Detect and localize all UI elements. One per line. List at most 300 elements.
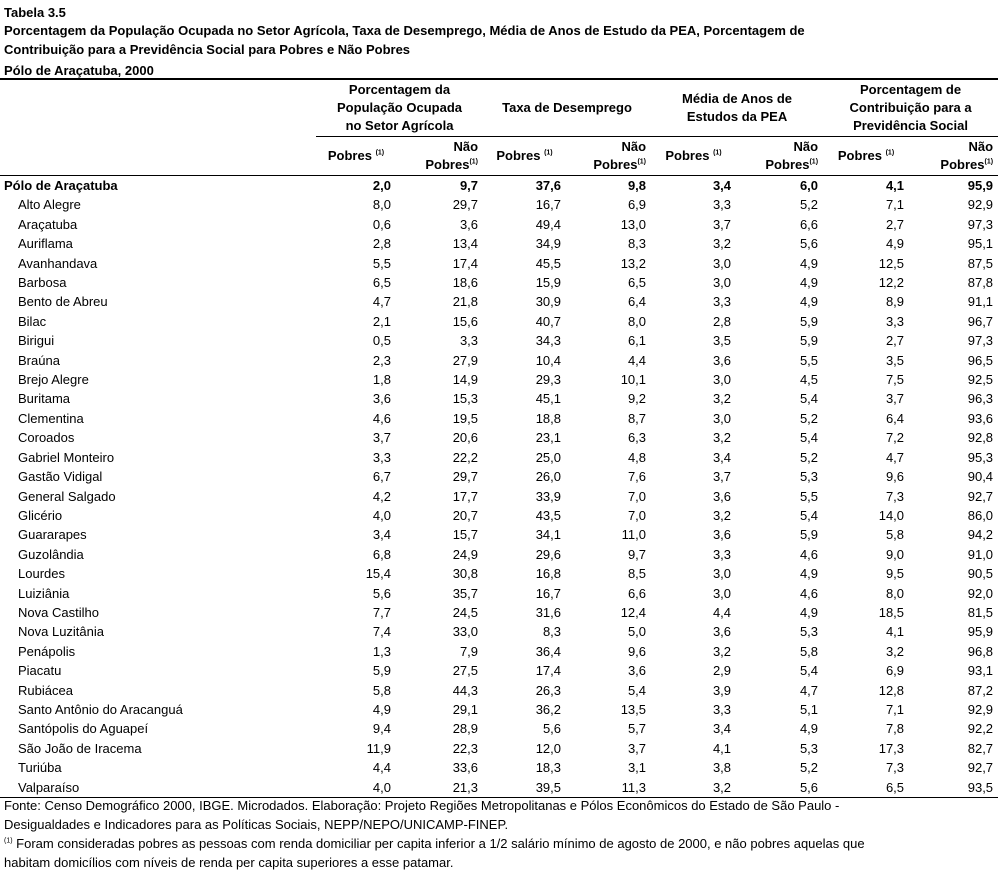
table-row (0, 758, 998, 777)
table-cell: 3,7 (885, 391, 905, 407)
table-cell: 4,7 (885, 449, 905, 465)
table-cell: 5,2 (799, 760, 819, 776)
table-cell: 3,7 (712, 216, 732, 232)
group-header-line: Contribuição para a (849, 100, 972, 115)
table-cell: 12,4 (620, 604, 647, 620)
table-cell: 4,9 (799, 566, 819, 582)
table-cell: 2,0 (372, 178, 391, 193)
footnote-line-2: habitam domicílios com níveis de renda per capita superiores a esse patamar. (4, 855, 454, 870)
table-cell: 9,5 (885, 566, 905, 582)
table-cell: 16,7 (535, 585, 562, 601)
table-cell: 6,7 (372, 469, 391, 485)
table-cell: 4,9 (799, 275, 819, 291)
table-cell: 92,7 (967, 760, 994, 776)
group-header-line: Média de Anos de (682, 91, 793, 106)
table-cell: 4,5 (799, 372, 819, 388)
table-cell: 81,5 (967, 604, 994, 620)
table-cell: 10,1 (620, 372, 647, 388)
note-mark: (1) (637, 158, 647, 166)
table-cell: 2,3 (372, 352, 391, 368)
sub-header-nao-pobres (396, 137, 483, 176)
table-cell: 18,3 (535, 760, 562, 776)
table-cell: 17,4 (535, 663, 562, 679)
table-cell: 2,1 (372, 313, 391, 329)
row-name: Pólo de Araçatuba (4, 178, 118, 193)
table-cell: 4,1 (885, 178, 905, 193)
table-cell: 93,1 (967, 663, 994, 679)
table-cell: 1,3 (372, 643, 391, 659)
row-name: Glicério (18, 507, 63, 523)
table-cell: 8,3 (542, 624, 562, 640)
table-cell: 3,8 (712, 760, 732, 776)
table-cell: 3,3 (712, 197, 732, 213)
table-cell: 6,4 (885, 410, 905, 426)
table-cell: 2,7 (885, 216, 905, 232)
row-name: Bento de Abreu (18, 294, 108, 310)
table-cell: 3,0 (712, 410, 732, 426)
table-cell: 3,3 (459, 333, 479, 349)
table-cell: 5,2 (799, 410, 819, 426)
table-cell: 5,2 (799, 197, 819, 213)
group-header-line: Taxa de Desemprego (502, 100, 632, 115)
table-cell: 6,8 (372, 546, 391, 562)
table-label: Tabela 3.5 (4, 5, 66, 20)
table-cell: 96,7 (967, 313, 994, 329)
table-cell: 9,8 (627, 178, 647, 193)
note-mark: (1) (713, 149, 722, 157)
table-cell: 4,1 (885, 624, 905, 640)
table-cell: 3,4 (712, 178, 732, 193)
table-cell: 87,8 (967, 275, 994, 291)
table-cell: 26,3 (535, 682, 562, 698)
table-cell: 17,4 (452, 255, 479, 271)
note-mark: (1) (809, 158, 819, 166)
table-cell: 6,5 (627, 275, 647, 291)
table-cell: 24,5 (452, 604, 479, 620)
table-cell: 5,9 (799, 313, 819, 329)
sub-header-label: Não (621, 139, 647, 154)
table-cell: 3,4 (372, 527, 391, 543)
table-row (0, 506, 998, 525)
table-row (0, 273, 998, 292)
row-name: Santópolis do Aguapeí (18, 721, 149, 737)
table-cell: 43,5 (535, 507, 562, 523)
table-cell: 4,6 (372, 410, 391, 426)
row-name: Nova Luzitânia (18, 624, 104, 640)
sub-header-pobres (483, 137, 566, 176)
row-name: Nova Castilho (18, 604, 99, 620)
table-cell: 7,3 (885, 760, 905, 776)
note-mark: (1) (885, 149, 895, 157)
table-cell: 3,3 (712, 701, 732, 717)
table-row (0, 487, 998, 506)
table-cell: 16,8 (535, 566, 562, 582)
table-cell: 0,5 (372, 333, 391, 349)
sub-header-label: Pobres (327, 148, 372, 163)
table-cell: 3,6 (372, 391, 391, 407)
row-name: Rubiácea (18, 682, 73, 698)
footnote-mark: (1) (4, 837, 13, 845)
row-name: Birigui (18, 333, 55, 349)
table-cell: 11,3 (566, 778, 651, 798)
table-cell: 8,7 (627, 410, 647, 426)
group-header-previdencia (823, 79, 998, 137)
table-cell: 4,2 (372, 488, 391, 504)
table-cell: 30,8 (452, 566, 479, 582)
data-table (0, 78, 998, 798)
table-cell: 4,0 (316, 778, 396, 798)
table-cell: 92,9 (967, 701, 994, 717)
table-cell: 33,6 (452, 760, 479, 776)
table-cell: 13,2 (620, 255, 647, 271)
table-row-total (0, 176, 998, 196)
table-cell: 22,2 (452, 449, 479, 465)
table-cell: 25,0 (535, 449, 562, 465)
sub-header-pobres (316, 137, 396, 176)
table-cell: 6,1 (627, 333, 647, 349)
table-cell: 30,9 (535, 294, 562, 310)
sub-header-label: Pobres (665, 148, 710, 163)
table-cell: 36,2 (535, 701, 562, 717)
table-row (0, 331, 998, 350)
table-row (0, 681, 998, 700)
table-cell: 19,5 (452, 410, 479, 426)
table-cell: 3,5 (712, 333, 732, 349)
table-cell: 3,7 (372, 430, 391, 446)
table-cell: 3,4 (712, 449, 732, 465)
table-cell: 7,0 (627, 488, 647, 504)
table-cell: 5,3 (799, 740, 819, 756)
table-cell: 44,3 (452, 682, 479, 698)
table-cell: 22,3 (452, 740, 479, 756)
table-row (0, 312, 998, 331)
table-cell: 3,0 (712, 372, 732, 388)
table-row (0, 584, 998, 603)
sub-header-label: Pobres (496, 148, 541, 163)
table-cell: 20,7 (452, 507, 479, 523)
table-cell: 3,6 (712, 527, 732, 543)
table-cell: 33,9 (535, 488, 562, 504)
table-cell: 27,5 (452, 663, 479, 679)
row-name: Guararapes (18, 527, 87, 543)
table-cell: 4,9 (799, 255, 819, 271)
table-cell: 2,8 (712, 313, 732, 329)
row-name: Clementina (18, 410, 84, 426)
table-cell: 6,9 (885, 663, 905, 679)
table-row (0, 448, 998, 467)
table-cell: 10,4 (535, 352, 562, 368)
table-cell: 4,7 (799, 682, 819, 698)
table-cell: 18,5 (878, 604, 905, 620)
table-row (0, 525, 998, 544)
row-name: Buritama (18, 391, 71, 407)
table-cell: 3,6 (712, 352, 732, 368)
table-cell: 4,9 (885, 236, 905, 252)
table-cell: 24,9 (452, 546, 479, 562)
table-cell: 35,7 (452, 585, 479, 601)
table-cell: 15,3 (452, 391, 479, 407)
table-cell: 29,6 (535, 546, 562, 562)
table-cell: 15,9 (535, 275, 562, 291)
table-cell: 45,1 (535, 391, 562, 407)
table-cell: 27,9 (452, 352, 479, 368)
row-name: Valparaíso (0, 778, 316, 798)
table-cell: 15,4 (365, 566, 391, 582)
table-title-line-1: Porcentagem da População Ocupada no Setor Agrícola, Taxa de Desemprego, Média de Anos de Estudo da PEA, Porcentagem de (4, 23, 805, 38)
table-cell: 91,0 (967, 546, 994, 562)
table-cell: 9,4 (372, 721, 391, 737)
table-cell: 5,6 (372, 585, 391, 601)
table-cell: 7,7 (372, 604, 391, 620)
table-subtitle: Pólo de Araçatuba, 2000 (4, 63, 154, 78)
row-name: Barbosa (18, 275, 67, 291)
table-cell: 6,5 (372, 275, 391, 291)
table-cell: 5,3 (799, 469, 819, 485)
table-cell: 5,5 (799, 352, 819, 368)
table-cell: 97,3 (967, 216, 994, 232)
table-cell: 3,3 (712, 294, 732, 310)
table-cell: 87,5 (967, 255, 994, 271)
table-cell: 6,6 (799, 216, 819, 232)
row-name: Guzolândia (18, 546, 84, 562)
table-cell: 3,1 (627, 760, 647, 776)
table-cell: 4,9 (799, 294, 819, 310)
row-name: Gabriel Monteiro (18, 449, 115, 465)
table-row (0, 292, 998, 311)
table-cell: 9,6 (627, 643, 647, 659)
table-cell: 14,0 (878, 507, 905, 523)
table-cell: 2,7 (885, 333, 905, 349)
table-cell: 6,0 (799, 178, 819, 193)
table-cell: 16,7 (535, 197, 562, 213)
header-blank (0, 79, 316, 137)
table-row (0, 642, 998, 661)
table-cell: 4,6 (799, 546, 819, 562)
header-blank (0, 137, 316, 176)
table-cell: 95,3 (967, 449, 994, 465)
table-cell: 4,9 (799, 721, 819, 737)
table-cell: 9,7 (627, 546, 647, 562)
table-cell: 3,3 (885, 313, 905, 329)
table-cell: 97,3 (967, 333, 994, 349)
sub-header-label: Pobres (765, 157, 810, 172)
table-row (0, 254, 998, 273)
table-cell: 7,5 (885, 372, 905, 388)
table-row (0, 351, 998, 370)
table-cell: 4,4 (712, 604, 732, 620)
sub-header-label: Não (793, 139, 819, 154)
row-name: Gastão Vidigal (18, 469, 103, 485)
table-row (0, 467, 998, 486)
table-cell: 12,2 (878, 275, 905, 291)
table-cell: 5,5 (799, 488, 819, 504)
table-cell: 8,9 (885, 294, 905, 310)
note-mark: (1) (375, 149, 385, 157)
table-cell: 45,5 (535, 255, 562, 271)
table-cell: 6,6 (627, 585, 647, 601)
table-cell: 96,8 (967, 643, 994, 659)
sub-header-label: Não (968, 139, 994, 154)
table-cell: 5,6 (542, 721, 562, 737)
table-cell: 4,0 (372, 507, 391, 523)
sub-header-label: Pobres (940, 157, 985, 172)
table-cell: 29,3 (535, 372, 562, 388)
table-cell: 7,1 (885, 197, 905, 213)
table-cell: 7,0 (627, 507, 647, 523)
table-cell: 6,9 (627, 197, 647, 213)
note-mark: (1) (984, 158, 994, 166)
table-cell: 5,4 (627, 682, 647, 698)
table-cell: 9,2 (627, 391, 647, 407)
table-cell: 11,9 (366, 740, 391, 756)
row-name: São João de Iracema (18, 740, 142, 756)
table-cell: 7,2 (885, 430, 905, 446)
table-cell: 18,6 (452, 275, 479, 291)
table-cell: 3,6 (459, 216, 479, 232)
footnote-text: Foram consideradas pobres as pessoas com renda domiciliar per capita inferior a 1/2 salário mínimo de agosto de 2000, e não pobres aquelas que (12, 836, 865, 851)
table-cell: 4,4 (372, 760, 391, 776)
table-cell: 15,7 (452, 527, 479, 543)
sub-header-label (571, 156, 646, 174)
table-cell: 3,0 (712, 566, 732, 582)
table-row (0, 661, 998, 680)
table-cell: 13,0 (620, 216, 647, 232)
sub-header-pobres (651, 137, 736, 176)
table-cell: 28,9 (452, 721, 479, 737)
group-header-line: Previdência Social (853, 118, 968, 133)
row-name: Araçatuba (18, 216, 78, 232)
table-cell: 8,3 (627, 236, 647, 252)
table-cell: 0,6 (372, 216, 391, 232)
table-cell: 4,9 (799, 604, 819, 620)
table-row (0, 622, 998, 641)
row-name: Piacatu (18, 663, 62, 679)
table-cell: 13,5 (620, 701, 647, 717)
table-cell: 5,5 (372, 255, 391, 271)
sub-header-pobres (823, 137, 909, 176)
table-cell: 12,8 (878, 682, 905, 698)
sub-header-nao-pobres (909, 137, 998, 176)
table-cell: 92,7 (967, 488, 994, 504)
row-name: Braúna (18, 352, 60, 368)
table-cell: 95,9 (967, 624, 994, 640)
table-cell: 5,3 (799, 624, 819, 640)
table-cell: 49,4 (535, 216, 562, 232)
table-cell: 92,8 (967, 430, 994, 446)
table-cell: 37,6 (535, 178, 562, 193)
table-cell: 92,0 (967, 585, 994, 601)
sub-header-nao-pobres (566, 137, 651, 176)
table-cell: 8,5 (627, 566, 647, 582)
table-cell: 93,5 (909, 778, 998, 798)
table-cell: 5,4 (799, 507, 819, 523)
table-cell: 9,7 (459, 178, 479, 193)
table-row (0, 778, 998, 798)
table-cell: 5,6 (736, 778, 823, 798)
table-cell: 3,2 (712, 391, 732, 407)
group-header-row (0, 79, 998, 137)
table-cell: 3,0 (712, 275, 732, 291)
source-line-1: Fonte: Censo Demográfico 2000, IBGE. Microdados. Elaboração: Projeto Regiões Metropolitanas e Pólos Econômicos do Estado de São Paulo - (4, 798, 840, 813)
table-cell: 40,7 (535, 313, 562, 329)
table-cell: 23,1 (535, 430, 562, 446)
table-cell: 34,3 (535, 333, 562, 349)
table-cell: 94,2 (967, 527, 994, 543)
table-cell: 9,0 (885, 546, 905, 562)
table-cell: 3,2 (712, 643, 732, 659)
sub-header-label: Pobres (593, 157, 638, 172)
table-cell: 7,9 (459, 643, 479, 659)
row-name: Auriflama (18, 236, 73, 252)
source-line-2: Desigualdades e Indicadores para as Políticas Sociais, NEPP/NEPO/UNICAMP-FINEP. (4, 817, 509, 832)
table-cell: 5,0 (627, 624, 647, 640)
table-cell: 4,8 (627, 449, 647, 465)
table-row (0, 195, 998, 214)
table-cell: 5,8 (372, 682, 391, 698)
table-cell: 34,1 (535, 527, 562, 543)
table-cell: 7,8 (885, 721, 905, 737)
table-cell: 21,3 (396, 778, 483, 798)
table-cell: 29,7 (452, 197, 479, 213)
table-cell: 5,8 (799, 643, 819, 659)
note-mark: (1) (469, 158, 479, 166)
table-cell: 11,0 (621, 527, 647, 543)
row-name: Avanhandava (18, 255, 98, 271)
table-cell: 20,6 (452, 430, 479, 446)
group-header-line: Porcentagem de (859, 82, 962, 97)
table-cell: 3,3 (712, 546, 732, 562)
table-cell: 90,5 (967, 566, 994, 582)
table-cell: 14,9 (452, 372, 479, 388)
table-cell: 4,7 (372, 294, 391, 310)
row-name: Coroados (18, 430, 75, 446)
table-cell: 93,6 (967, 410, 994, 426)
table-cell: 92,9 (967, 197, 994, 213)
table-cell: 3,9 (712, 682, 732, 698)
group-header-line: Porcentagem da (348, 82, 451, 97)
table-cell: 92,2 (967, 721, 994, 737)
row-name: Lourdes (18, 566, 65, 582)
table-cell: 92,5 (967, 372, 994, 388)
table-cell: 3,7 (627, 740, 647, 756)
table-body (0, 176, 998, 798)
table-row (0, 409, 998, 428)
table-cell: 3,2 (712, 507, 732, 523)
table-cell: 33,0 (452, 624, 479, 640)
table-cell: 3,2 (712, 430, 732, 446)
row-name: Luiziânia (18, 585, 70, 601)
table-cell: 6,3 (627, 430, 647, 446)
table-row (0, 545, 998, 564)
group-header-agricola (316, 79, 483, 137)
group-header-line: População Ocupada (337, 100, 462, 115)
table-row (0, 739, 998, 758)
table-cell: 3,7 (712, 469, 732, 485)
group-header-desemprego (483, 79, 651, 137)
table-cell: 95,9 (967, 178, 994, 193)
table-cell: 5,1 (799, 701, 819, 717)
table-cell: 3,4 (712, 721, 732, 737)
table-cell: 3,6 (712, 488, 732, 504)
table-cell: 5,4 (799, 430, 819, 446)
table-cell: 5,2 (799, 449, 819, 465)
row-name: Alto Alegre (18, 197, 81, 213)
table-cell: 91,1 (967, 294, 994, 310)
table-cell: 7,4 (372, 624, 391, 640)
table-cell: 7,6 (627, 469, 647, 485)
table-cell: 34,9 (535, 236, 562, 252)
table-cell: 18,8 (535, 410, 562, 426)
